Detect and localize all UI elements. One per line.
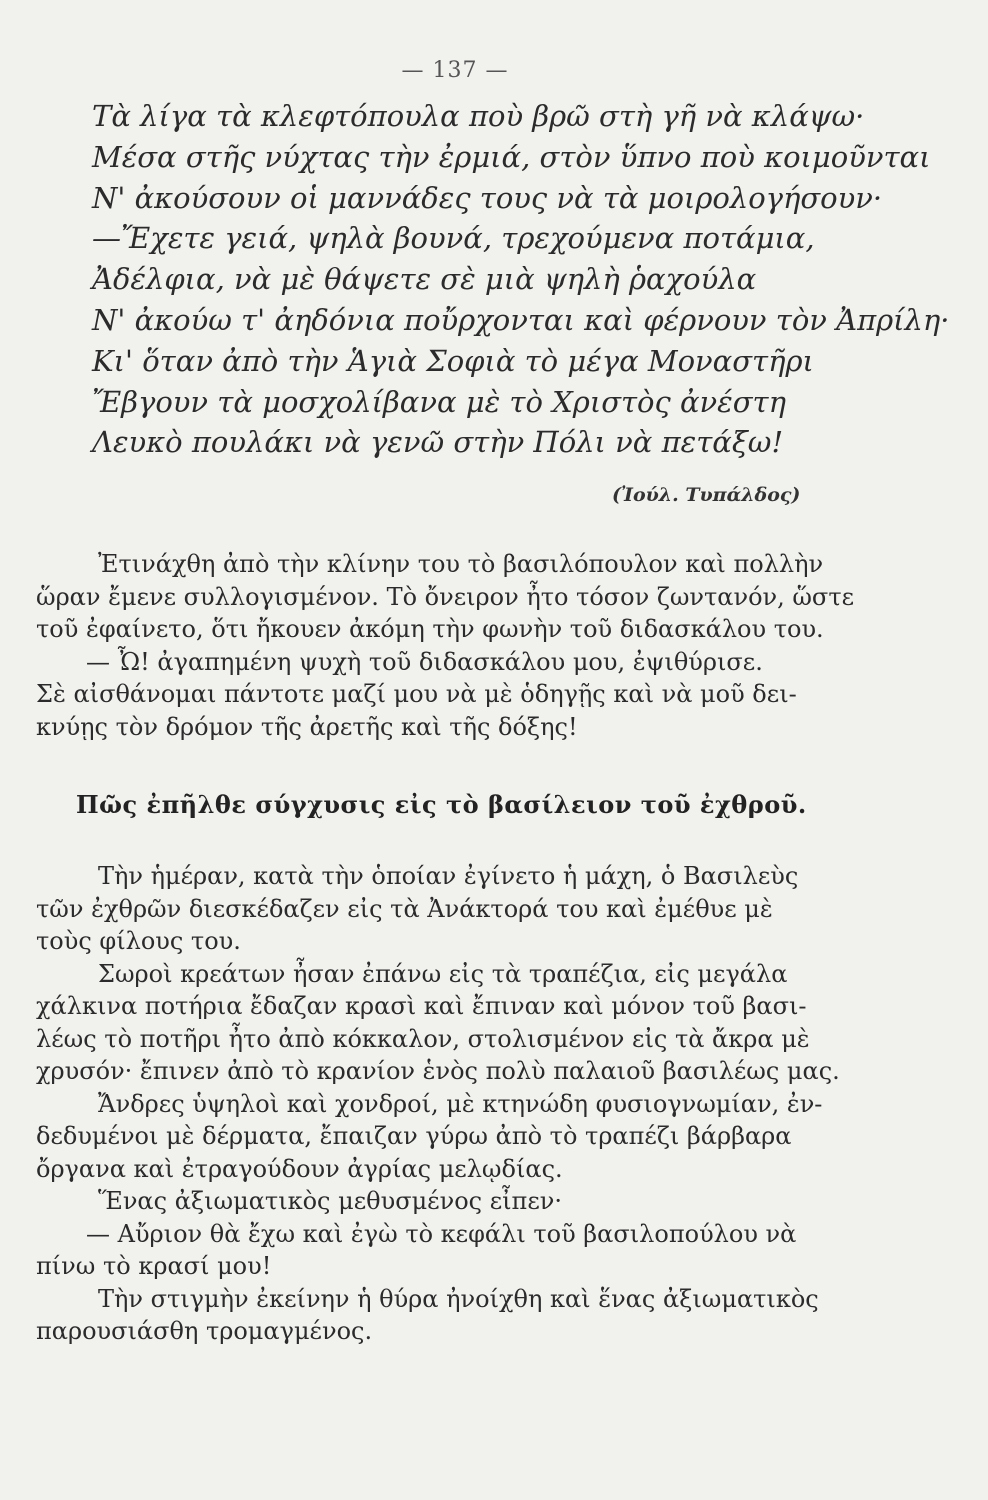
text-line: Τὴν στιγμὴν ἐκείνην ἡ θύρα ἠνοίχθη καὶ ἕνας ἀξιωματικὸς [98, 1284, 819, 1313]
poem-line: Μέσα στῆς νύχτας τὴν ἐρμιά, στὸν ὕπνο ποὺ κοιμοῦνται [92, 139, 931, 174]
text-line: δεδυμένοι μὲ δέρματα, ἔπαιζαν γύρω ἀπὸ τὸ τραπέζι βάρβαρα [36, 1122, 792, 1150]
text-line: πίνω τὸ κρασί μου! [36, 1252, 272, 1280]
text-line: χάλκινα ποτήρια ἔδαζαν κρασὶ καὶ ἔπιναν καὶ μόνον τοῦ βασι- [36, 992, 807, 1020]
text-line: Ἄνδρες ὑψηλοὶ καὶ χονδροί, μὲ κτηνώδη φυσιογνωμίαν, ἐν- [98, 1089, 823, 1118]
poem-line: Ἔβγουν τὰ μοσχολίβανα μὲ τὸ Χριστὸς ἀνέστη [92, 384, 786, 419]
page-number: — 137 — [401, 58, 509, 83]
text-line: λέως τὸ ποτῆρι ἦτο ἀπὸ κόκκαλον, στολισμένον εἰς τὰ ἄκρα μὲ [36, 1024, 810, 1053]
poem-line: —Ἔχετε γειά, ψηλὰ βουνά, τρεχούμενα ποτάμια, [92, 221, 815, 256]
text-line: χρυσόν· ἔπινεν ἀπὸ τὸ κρανίον ἑνὸς πολὺ παλαιοῦ βασιλέως μας. [36, 1057, 840, 1085]
text-line: Σωροὶ κρεάτων ἦσαν ἐπάνω εἰς τὰ τραπέζια, εἰς μεγάλα [98, 959, 788, 988]
text-line: Τὴν ἡμέραν, κατὰ τὴν ὁποίαν ἐγίνετο ἡ μάχη, ὁ Βασιλεὺς [98, 862, 799, 890]
text-line: παρουσιάσθη τρομαγμένος. [36, 1317, 373, 1345]
text-line: τῶν ἐχθρῶν διεσκέδαζεν εἰς τὰ Ἀνάκτορά του καὶ ἐμέθυε μὲ [36, 894, 773, 923]
text-line: τοὺς φίλους του. [36, 927, 241, 955]
prose-block-2 [36, 860, 876, 1348]
poem-line: Ἀδέλφια, νὰ μὲ θάψετε σὲ μιὰ ψηλὴ ῥαχούλα [92, 262, 757, 297]
text-line: κνύῃς τὸν δρόμον τῆς ἀρετῆς καὶ τῆς δόξης! [36, 712, 578, 741]
poem-line: Τὰ λίγα τὰ κλεφτόπουλα ποὺ βρῶ στὴ γῆ νὰ κλάψω· [92, 99, 865, 133]
text-line: ὥραν ἔμενε συλλογισμένον. Τὸ ὄνειρον ἦτο τόσον ζωντανόν, ὥστε [36, 582, 855, 611]
poem-line: Ν' ἀκούω τ' ἀηδόνια ποὔρχονται καὶ φέρνουν τὸν Ἀπρίλη· [92, 302, 950, 337]
poem [92, 96, 950, 463]
section-heading: Πῶς ἐπῆλθε σύγχυσις εἰς τὸ βασίλειον τοῦ ἐχθροῦ. [76, 790, 807, 819]
prose-block-1 [36, 548, 876, 743]
poem-line: Κι' ὅταν ἀπὸ τὴν Ἁγιὰ Σοφιὰ τὸ μέγα Μοναστῆρι [92, 343, 814, 378]
text-line: Σὲ αἰσθάνομαι πάντοτε μαζί μου νὰ μὲ ὁδηγῇς καὶ νὰ μοῦ δει- [36, 680, 797, 708]
poem-line: Ν' ἀκούσουν οἱ μαννάδες τους νὰ τὰ μοιρολογήσουν· [92, 180, 883, 215]
text-line: — Αὔριον θὰ ἔχω καὶ ἐγὼ τὸ κεφάλι τοῦ βασιλοπούλου νὰ [86, 1219, 797, 1248]
text-line: — Ὦ! ἀγαπημένη ψυχὴ τοῦ διδασκάλου μου, ἐψιθύρισε. [86, 647, 763, 676]
text-line: ὄργανα καὶ ἐτραγούδουν ἀγρίας μελῳδίας. [36, 1154, 563, 1183]
poem-attribution: (Ἰούλ. Τυπάλδος) [612, 484, 801, 506]
text-line: Ἕνας ἀξιωματικὸς μεθυσμένος εἶπεν· [98, 1187, 562, 1215]
text-line: τοῦ ἐφαίνετο, ὅτι ἤκουεν ἀκόμη τὴν φωνὴν τοῦ διδασκάλου του. [36, 615, 824, 643]
text-line: Ἐτινάχθη ἀπὸ τὴν κλίνην του τὸ βασιλόπουλον καὶ πολλὴν [98, 550, 824, 578]
poem-line: Λευκὸ πουλάκι νὰ γενῶ στὴν Πόλι νὰ πετάξω! [92, 425, 784, 460]
